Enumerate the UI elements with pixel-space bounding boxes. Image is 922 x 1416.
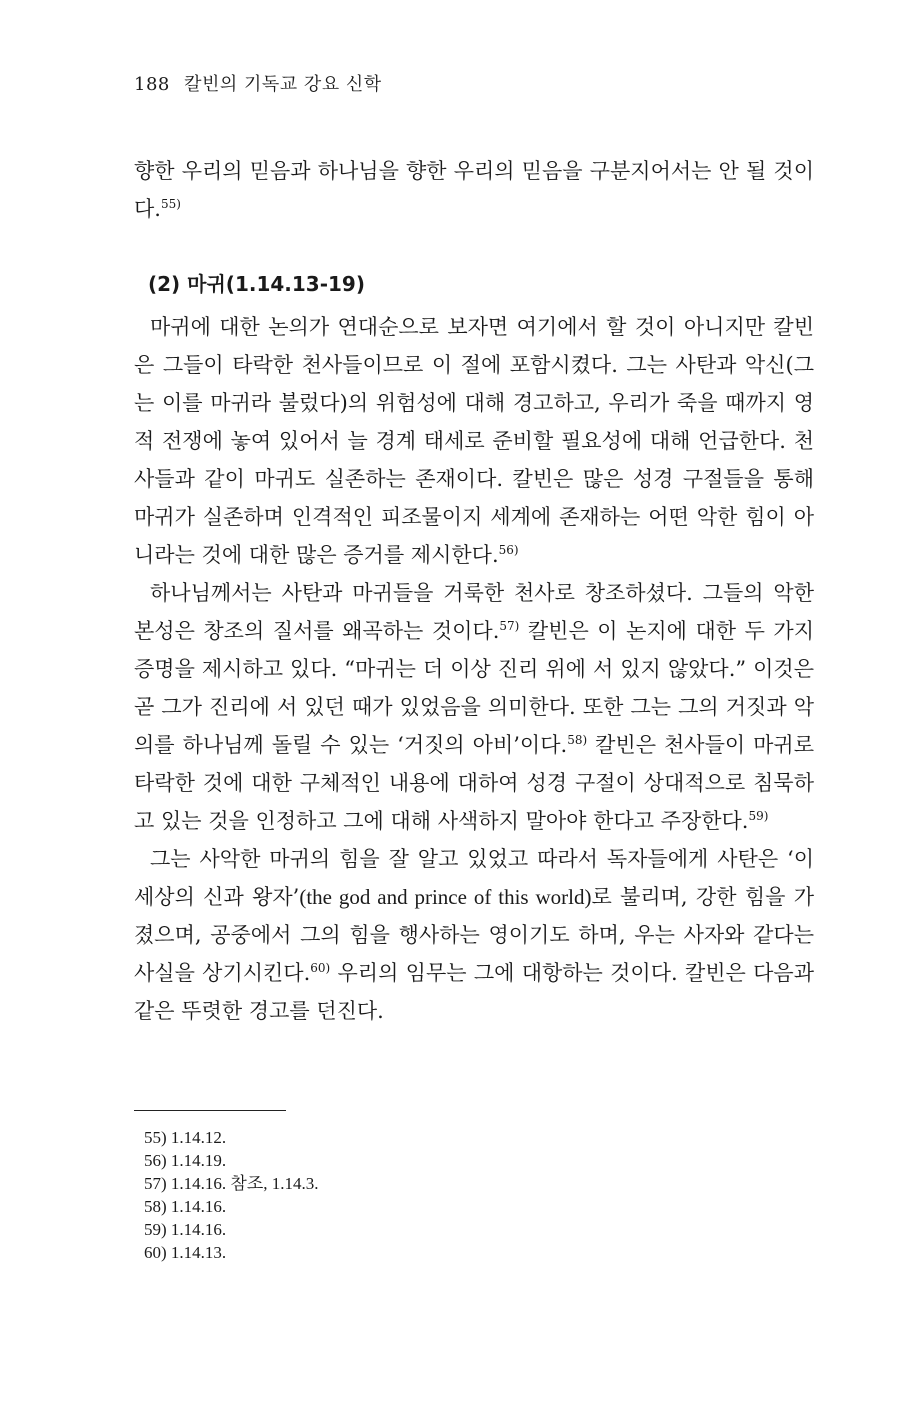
section-heading: (2) 마귀(1.14.13-19): [148, 272, 365, 296]
paragraph-3-text-a: 그는 사악한 마귀의 힘을 잘 알고 있었고 따라서 독자들에게 사탄은 ‘이 세상의 신과 왕자’: [134, 847, 814, 909]
footnote-60: 60) 1.14.13.: [144, 1243, 227, 1262]
footnote-ref-56: 56): [498, 543, 519, 557]
footnote-ref-57: 57): [499, 619, 520, 633]
continuation-text: 향한 우리의 믿음과 하나님을 향한 우리의 믿음을 구분지어서는 안 될 것이다.: [134, 159, 814, 221]
running-header: [134, 70, 382, 96]
paragraph-3-text-b: 로 불리며, 강한 힘을 가졌으며, 공중에서 그의 힘을 행사하는 영이기도 하며, 우는 사자와 같다는 사실을 상기시킨다.: [134, 885, 815, 985]
page-number: 188: [134, 74, 170, 95]
paragraph-2: [134, 574, 814, 840]
footnote-ref-55: 55): [160, 197, 181, 211]
english-phrase: (the god and prince of this world): [299, 885, 592, 909]
footnote-58: 58) 1.14.16.: [144, 1197, 227, 1216]
book-title: 칼빈의 기독교 강요 신학: [184, 74, 382, 95]
continuation-paragraph: [134, 152, 814, 228]
footnote-59: 59) 1.14.16.: [144, 1220, 227, 1239]
paragraph-2-text-b: 칼빈은 이 논지에 대한 두 가지 증명을 제시하고 있다. “마귀는 더 이상 진리 위에 서 있지 않았다.” 이것은 곧 그가 진리에 서 있던 때가 있었음을 의미한다. 또한 그는 그의 거짓과 악의를 하나님께 돌릴 수 있는 ‘거짓의 아비’이다.: [134, 619, 815, 757]
main-text: [134, 308, 814, 1030]
footnote-ref-58: 58): [567, 733, 588, 747]
footnote-divider: [134, 1110, 286, 1111]
footnote-56: 56) 1.14.19.: [144, 1151, 227, 1170]
paragraph-3-text-c: 우리의 임무는 그에 대항하는 것이다. 칼빈은 다음과 같은 뚜렷한 경고를 던진다.: [134, 961, 814, 1023]
footnote-ref-59: 59): [748, 809, 769, 823]
paragraph-1: [134, 308, 814, 574]
footnote-list: [144, 1126, 319, 1264]
footnote-57: 57) 1.14.16. 참조, 1.14.3.: [144, 1174, 319, 1193]
paragraph-1-text: 마귀에 대한 논의가 연대순으로 보자면 여기에서 할 것이 아니지만 칼빈은 그들이 타락한 천사들이므로 이 절에 포함시켰다. 그는 사탄과 악신(그는 이를 마귀라 불렀다)의 위험성에 대해 경고하고, 우리가 죽을 때까지 영적 전쟁에 놓여 있어서 늘 경계 태세로 준비할 필요성에 대해 언급한다. 천사들과 같이 마귀도 실존하는 존재이다. 칼빈은 많은 성경 구절들을 통해 마귀가 실존하며 인격적인 피조물이지 세계에 존재하는 어떤 악한 힘이 아니라는 것에 대한 많은 증거를 제시한다.: [134, 315, 814, 567]
paragraph-2-text-a: 하나님께서는 사탄과 마귀들을 거룩한 천사로 창조하셨다. 그들의 악한 본성은 창조의 질서를 왜곡하는 것이다.: [134, 581, 814, 643]
paragraph-3: [134, 840, 814, 1030]
footnote-ref-60: 60): [310, 961, 331, 975]
footnote-55: 55) 1.14.12.: [144, 1128, 227, 1147]
paragraph-2-text-c: 칼빈은 천사들이 마귀로 타락한 것에 대한 구체적인 내용에 대하여 성경 구절이 상대적으로 침묵하고 있는 것을 인정하고 그에 대해 사색하지 말아야 한다고 주장한다.: [134, 733, 814, 833]
